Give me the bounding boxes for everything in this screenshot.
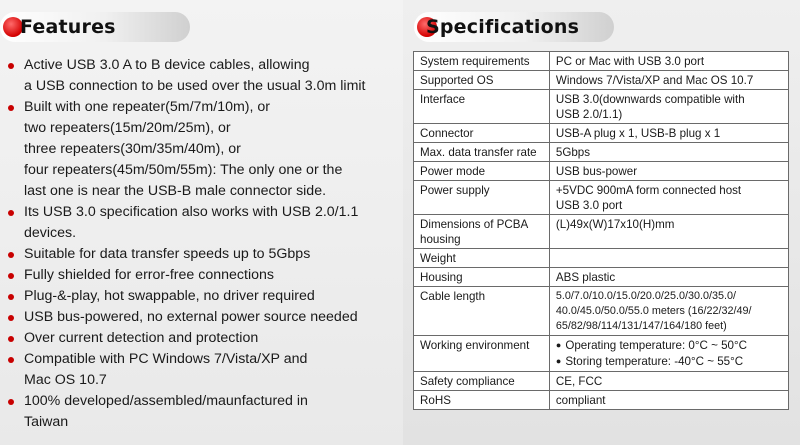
spec-value-text: 65/82/98/114/131/147/164/180 feet) xyxy=(555,320,727,332)
spec-value xyxy=(549,162,788,181)
spec-value xyxy=(549,287,788,336)
spec-value xyxy=(549,71,788,90)
spec-value xyxy=(549,268,788,287)
spec-label-text: RoHS xyxy=(420,394,451,407)
spec-value-text: USB 3.0(downwards compatible with xyxy=(555,93,745,106)
feature-item xyxy=(4,244,400,265)
spec-label xyxy=(414,90,550,124)
spec-label-text: Cable length xyxy=(420,290,486,303)
feature-text: four repeaters(45m/50m/55m): The only one or the xyxy=(24,162,343,178)
spec-row xyxy=(414,124,789,143)
feature-text: Suitable for data transfer speeds up to 5Gbps xyxy=(24,246,311,262)
features-title: Features xyxy=(20,16,116,38)
spec-label xyxy=(414,181,550,215)
spec-value xyxy=(549,52,788,71)
spec-label-text: Dimensions of PCBA xyxy=(420,218,529,231)
feature-item xyxy=(4,391,400,433)
spec-value-text: USB 2.0/1.1) xyxy=(555,108,623,121)
spec-value-text: 5.0/7.0/10.0/15.0/20.0/25.0/30.0/35.0/ xyxy=(555,290,736,302)
bullet-icon xyxy=(8,210,14,216)
feature-text: Built with one repeater(5m/7m/10m), or xyxy=(24,99,271,115)
spec-value-text: CE, FCC xyxy=(555,375,603,388)
spec-value xyxy=(549,181,788,215)
bullet-icon xyxy=(8,252,14,258)
bullet-icon xyxy=(8,315,14,321)
features-header xyxy=(0,12,190,42)
spec-row xyxy=(414,71,789,90)
feature-text: USB bus-powered, no external power source needed xyxy=(24,309,358,325)
spec-value-text: USB 3.0 port xyxy=(555,199,623,212)
spec-row xyxy=(414,372,789,391)
spec-label-text: Power mode xyxy=(420,165,486,178)
feature-text: Compatible with PC Windows 7/Vista/XP and xyxy=(24,351,308,367)
feature-text: Fully shielded for error-free connections xyxy=(24,267,274,283)
feature-item xyxy=(4,307,400,328)
bullet-icon xyxy=(8,63,14,69)
bullet-icon xyxy=(8,399,14,405)
specifications-title: Specifications xyxy=(426,16,580,38)
spec-value-text: ● Storing temperature: -40°C ~ 55°C xyxy=(556,354,784,370)
feature-item xyxy=(4,349,400,391)
spec-row xyxy=(414,215,789,249)
spec-label-text: housing xyxy=(420,233,461,246)
spec-value-text: (L)49x(W)17x10(H)mm xyxy=(555,218,675,231)
spec-label-text: Safety compliance xyxy=(420,375,515,388)
feature-text: Active USB 3.0 A to B device cables, allowing xyxy=(24,57,310,73)
bullet-icon xyxy=(8,336,14,342)
spec-row xyxy=(414,52,789,71)
spec-row xyxy=(414,391,789,410)
spec-value xyxy=(549,391,788,410)
specifications-table xyxy=(413,51,789,410)
feature-text: Taiwan xyxy=(24,414,69,430)
spec-label xyxy=(414,124,550,143)
feature-text: three repeaters(30m/35m/40m), or xyxy=(24,141,241,157)
feature-text: last one is near the USB-B male connector side. xyxy=(24,183,327,199)
spec-label xyxy=(414,162,550,181)
spec-row xyxy=(414,90,789,124)
spec-row xyxy=(414,249,789,268)
feature-text: Its USB 3.0 specification also works with USB 2.0/1.1 xyxy=(24,204,359,220)
spec-value-text: 5Gbps xyxy=(555,146,591,159)
spec-value-text: PC or Mac with USB 3.0 port xyxy=(555,55,705,68)
spec-value xyxy=(549,215,788,249)
spec-label xyxy=(414,143,550,162)
spec-label xyxy=(414,52,550,71)
feature-text: Mac OS 10.7 xyxy=(24,372,107,388)
spec-value-text: ● Operating temperature: 0°C ~ 50°C xyxy=(556,338,784,354)
feature-item xyxy=(4,286,400,307)
spec-label xyxy=(414,215,550,249)
spec-value-text: 40.0/45.0/50.0/55.0 meters (16/22/32/49/ xyxy=(555,305,752,317)
spec-row xyxy=(414,336,789,372)
spec-label xyxy=(414,372,550,391)
spec-row xyxy=(414,181,789,215)
bullet-icon xyxy=(8,357,14,363)
spec-label-text: System requirements xyxy=(420,55,530,68)
features-list xyxy=(4,55,400,433)
spec-label xyxy=(414,391,550,410)
spec-label xyxy=(414,249,550,268)
spec-label xyxy=(414,71,550,90)
bullet-icon xyxy=(8,294,14,300)
feature-text: a USB connection to be used over the usual 3.0m limit xyxy=(24,78,366,94)
spec-label-text: Weight xyxy=(420,252,456,265)
spec-label-text: Connector xyxy=(420,127,474,140)
spec-label xyxy=(414,268,550,287)
spec-row xyxy=(414,143,789,162)
spec-label xyxy=(414,336,550,372)
spec-row xyxy=(414,268,789,287)
feature-item xyxy=(4,97,400,202)
spec-value xyxy=(549,90,788,124)
spec-label-text: Interface xyxy=(420,93,466,106)
spec-label-text: Housing xyxy=(420,271,463,284)
spec-label-text: Supported OS xyxy=(420,74,494,87)
spec-value-text: USB bus-power xyxy=(555,165,638,178)
spec-value-text: USB-A plug x 1, USB-B plug x 1 xyxy=(555,127,721,140)
spec-label-text: Working environment xyxy=(420,339,530,352)
spec-value-text: Windows 7/Vista/XP and Mac OS 10.7 xyxy=(555,74,754,87)
feature-text: 100% developed/assembled/maunfactured in xyxy=(24,393,308,409)
feature-item xyxy=(4,55,400,97)
spec-row xyxy=(414,287,789,336)
feature-text: two repeaters(15m/20m/25m), or xyxy=(24,120,231,136)
spec-value-text xyxy=(556,251,784,266)
spec-value-text: +5VDC 900mA form connected host xyxy=(555,184,742,197)
spec-row xyxy=(414,162,789,181)
specifications-header xyxy=(414,12,614,42)
spec-value xyxy=(549,336,788,372)
spec-label-text: Max. data transfer rate xyxy=(420,146,537,159)
bullet-icon xyxy=(8,273,14,279)
feature-item xyxy=(4,202,400,244)
feature-text: Over current detection and protection xyxy=(24,330,259,346)
bullet-icon xyxy=(8,105,14,111)
feature-text: devices. xyxy=(24,225,77,241)
feature-text: Plug-&-play, hot swappable, no driver required xyxy=(24,288,315,304)
spec-value-text: ABS plastic xyxy=(555,271,616,284)
spec-label xyxy=(414,287,550,336)
feature-item xyxy=(4,328,400,349)
spec-value-text: compliant xyxy=(555,394,606,407)
spec-value xyxy=(549,372,788,391)
spec-value xyxy=(549,143,788,162)
spec-label-text: Power supply xyxy=(420,184,490,197)
spec-value xyxy=(549,249,788,268)
feature-item xyxy=(4,265,400,286)
spec-value xyxy=(549,124,788,143)
